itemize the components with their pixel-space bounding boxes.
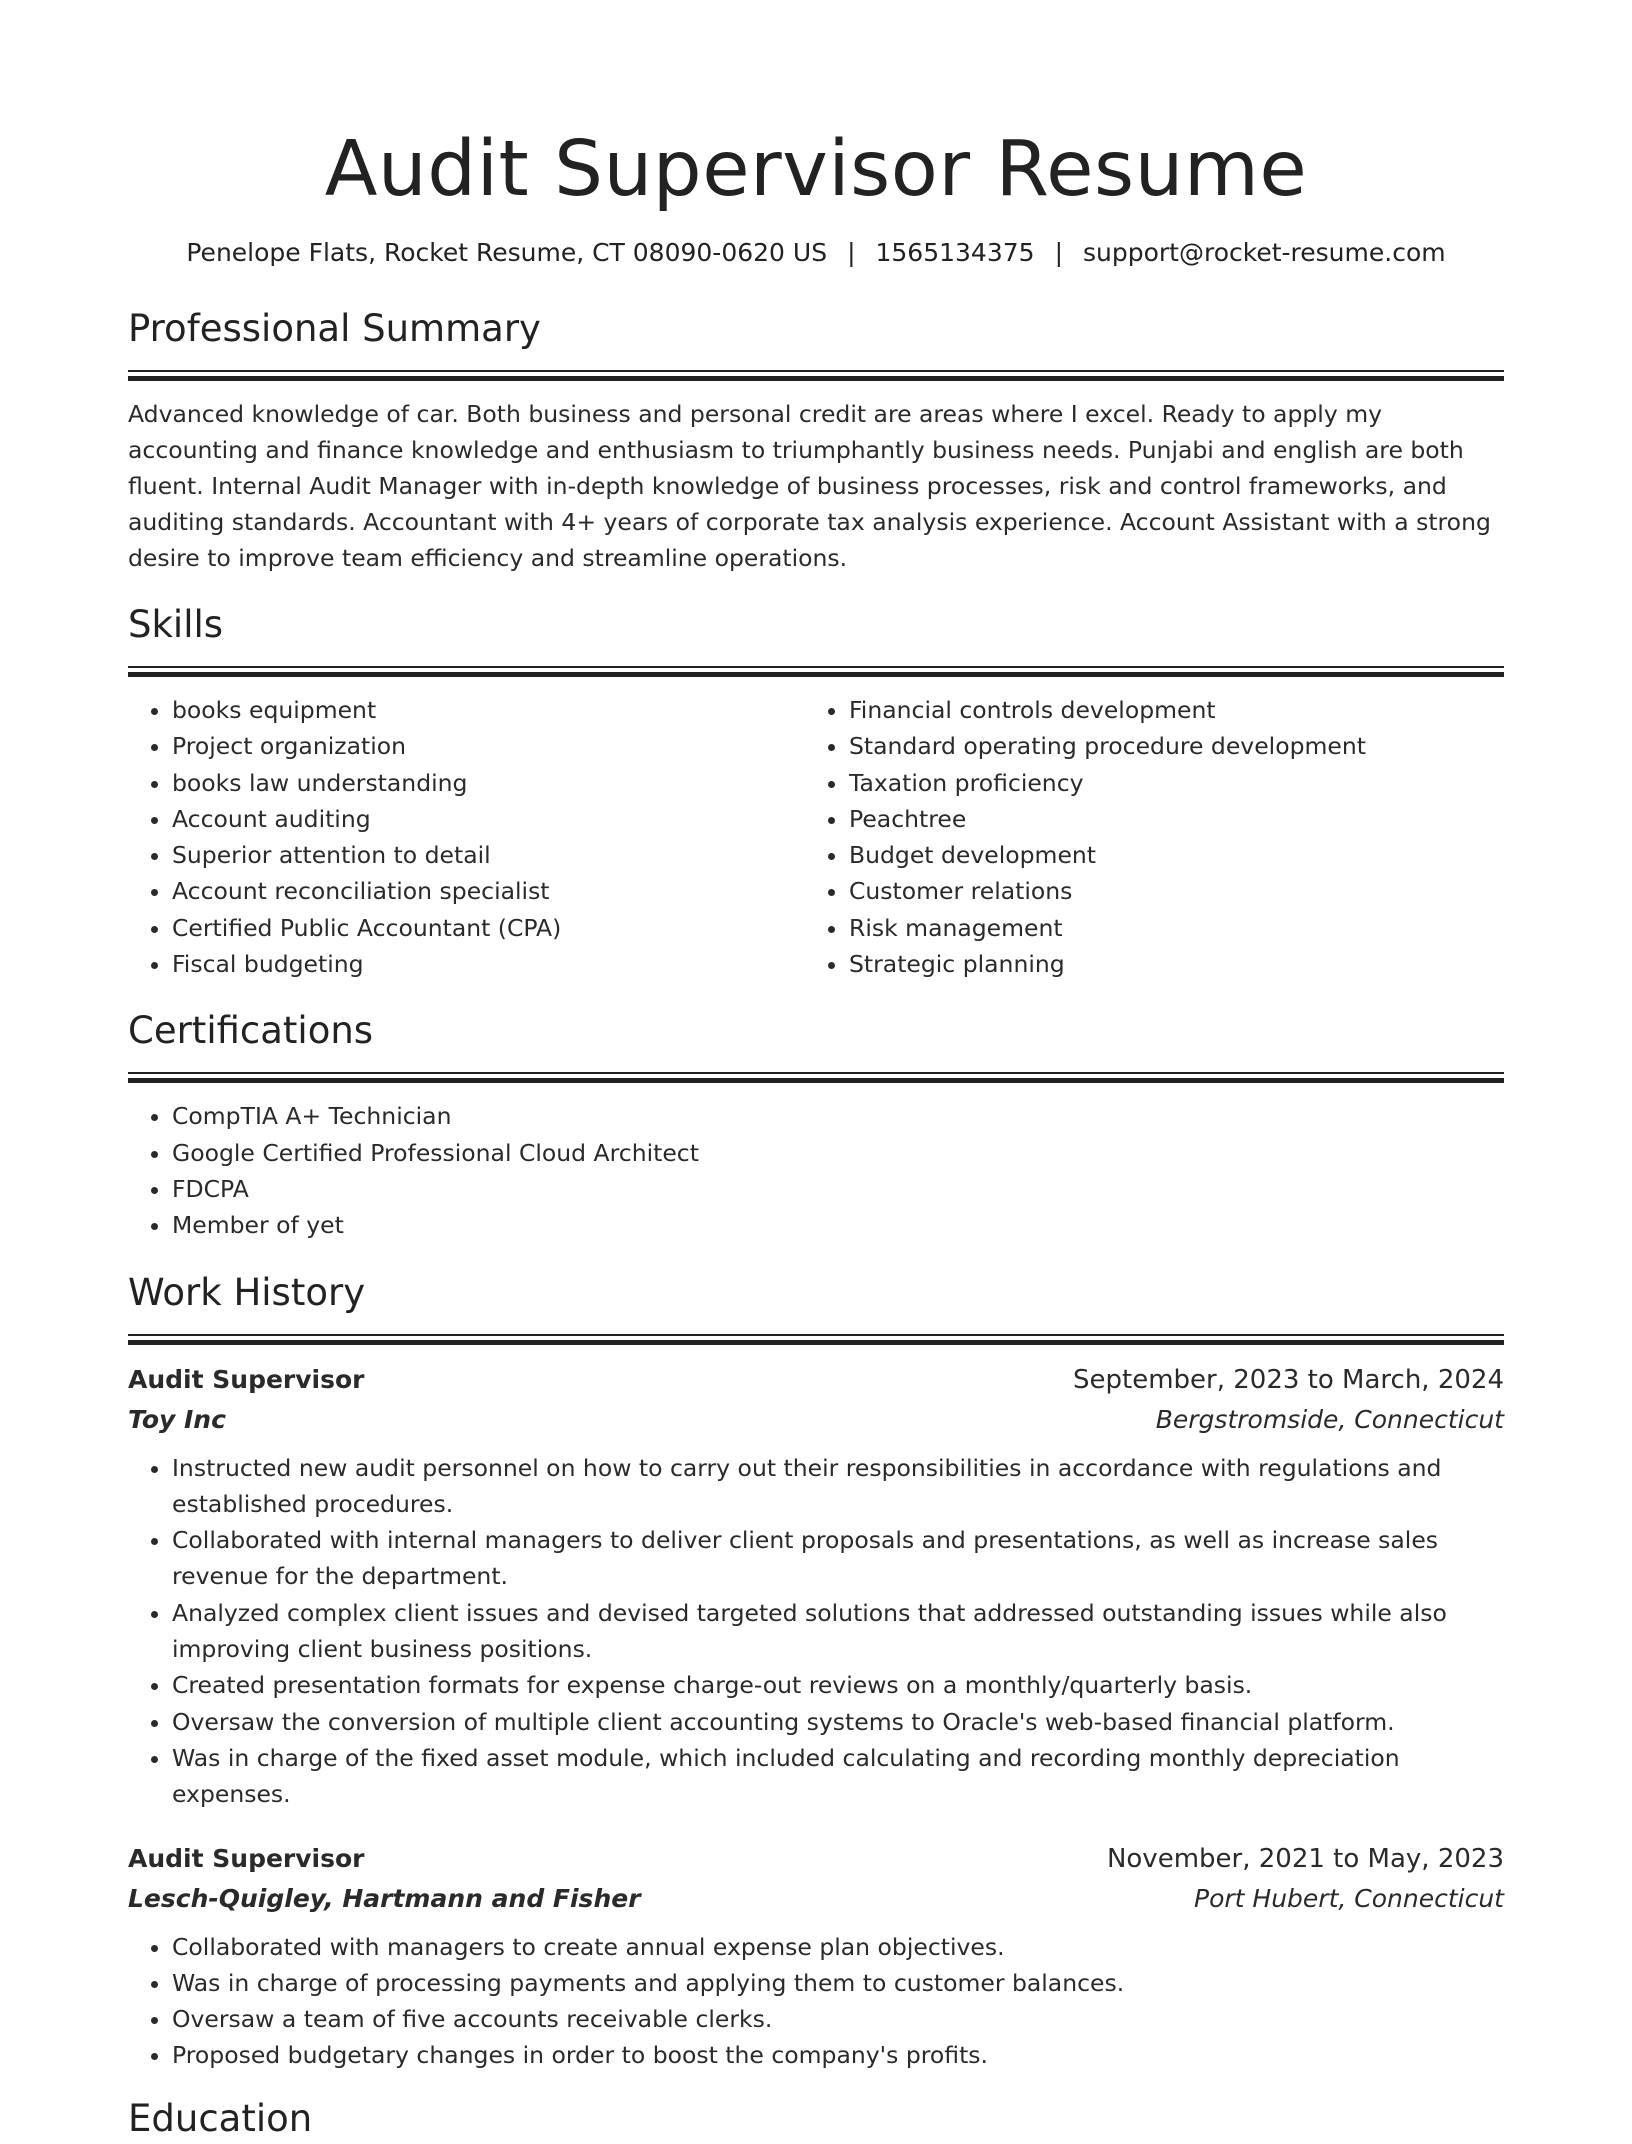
- job-entry: [128, 1839, 1504, 2074]
- job-entry: [128, 1360, 1504, 1813]
- contact-phone: 1565134375: [875, 238, 1035, 267]
- skill-item: • Peachtree: [849, 801, 1482, 837]
- section-divider: [128, 666, 1504, 678]
- skill-item: • books law understanding: [172, 765, 805, 801]
- section-heading-education: Education: [128, 2096, 313, 2140]
- skill-item: • Account reconciliation specialist: [172, 873, 805, 909]
- skills-list-right: [805, 692, 1482, 982]
- skills-list-left: [128, 692, 805, 982]
- summary-section: [128, 304, 1504, 576]
- section-heading-summary: Professional Summary: [128, 307, 541, 350]
- job-location: Bergstromside, Connecticut: [1155, 1404, 1504, 1434]
- skill-item: • Account auditing: [172, 801, 805, 837]
- contact-email[interactable]: support@rocket-resume.com: [1083, 238, 1446, 267]
- skill-item: • Standard operating procedure development: [849, 728, 1482, 764]
- skill-item: • Certified Public Accountant (CPA): [172, 910, 805, 946]
- job-header: [128, 1839, 1504, 1879]
- skill-item: • Project organization: [172, 728, 805, 764]
- section-heading-certifications: Certifications: [128, 1009, 374, 1053]
- responsibility-item: • Proposed budgetary changes in order to boost the company's profits.: [172, 2037, 1504, 2073]
- skill-item: • Strategic planning: [849, 946, 1482, 982]
- certification-item: • CompTIA A+ Technician: [172, 1098, 1504, 1134]
- job-location: Port Hubert, Connecticut: [1194, 1883, 1504, 1913]
- skills-grid: [128, 692, 1504, 982]
- job-subheader: [128, 1400, 1504, 1440]
- responsibility-item: • Instructed new audit personnel on how to carry out their responsibilities in accordance with regulations and established procedures.: [172, 1450, 1504, 1523]
- responsibility-item: • Created presentation formats for expense charge-out reviews on a monthly/quarterly basis.: [172, 1667, 1504, 1703]
- skill-item: • Taxation proficiency: [849, 765, 1482, 801]
- responsibility-item: • Collaborated with managers to create annual expense plan objectives.: [172, 1929, 1504, 1965]
- section-divider: [128, 1334, 1504, 1346]
- contact-separator: |: [1054, 238, 1063, 267]
- job-responsibilities: [128, 1929, 1504, 2074]
- skill-item: • Superior attention to detail: [172, 837, 805, 873]
- section-divider: [128, 1072, 1504, 1084]
- job-dates: September, 2023 to March, 2024: [1073, 1364, 1504, 1395]
- responsibility-item: • Was in charge of processing payments and applying them to customer balances.: [172, 1965, 1504, 2001]
- job-responsibilities: [128, 1450, 1504, 1813]
- job-company: Toy Inc: [128, 1404, 226, 1434]
- responsibility-item: • Analyzed complex client issues and devised targeted solutions that addressed outstanding issues while also improving client business positions.: [172, 1595, 1504, 1668]
- responsibility-item: • Oversaw a team of five accounts receivable clerks.: [172, 2001, 1504, 2037]
- job-title: Audit Supervisor: [128, 1364, 365, 1394]
- section-heading-skills: Skills: [128, 603, 224, 646]
- contact-address: Penelope Flats, Rocket Resume, CT 08090-0620 US: [186, 238, 828, 267]
- job-company: Lesch-Quigley, Hartmann and Fisher: [128, 1883, 641, 1913]
- certifications-section: [128, 1006, 1504, 1243]
- certification-item: • Google Certified Professional Cloud Architect: [172, 1135, 1504, 1171]
- job-subheader: [128, 1879, 1504, 1919]
- section-heading-work-history: Work History: [128, 1270, 366, 1314]
- skill-item: • Risk management: [849, 910, 1482, 946]
- resume-title: Audit Supervisor Resume: [324, 125, 1308, 214]
- section-divider: [128, 370, 1504, 382]
- contact-line: [128, 236, 1504, 270]
- job-header: [128, 1360, 1504, 1400]
- responsibility-item: • Collaborated with internal managers to deliver client proposals and presentations, as well as increase sales revenue for the department.: [172, 1522, 1504, 1595]
- skill-item: • Financial controls development: [849, 692, 1482, 728]
- resume-page: [128, 0, 1504, 2144]
- responsibility-item: • Oversaw the conversion of multiple client accounting systems to Oracle's web-based financial platform.: [172, 1704, 1504, 1740]
- skill-item: • Customer relations: [849, 873, 1482, 909]
- contact-separator: |: [847, 238, 856, 267]
- skill-item: • books equipment: [172, 692, 805, 728]
- skills-section: [128, 600, 1504, 982]
- skill-item: • Fiscal budgeting: [172, 946, 805, 982]
- certification-item: • FDCPA: [172, 1171, 1504, 1207]
- skill-item: • Budget development: [849, 837, 1482, 873]
- education-section: [128, 2094, 1504, 2144]
- summary-text: Advanced knowledge of car. Both business and personal credit are areas where I excel. Ready to apply my accounting and finance knowledge and enthusiasm to triumphantly business needs. Punjabi and english are both fluent. Internal Audit Manager with in-depth knowledge of business processes, risk and control frameworks, and auditing standards. Accountant with 4+ years of corporate tax analysis experience. Account Assistant with a strong desire to improve team efficiency and streamline operations.: [128, 400, 1491, 572]
- responsibility-item: • Was in charge of the fixed asset module, which included calculating and recording monthly depreciation expenses.: [172, 1740, 1504, 1813]
- certification-item: • Member of yet: [172, 1207, 1504, 1243]
- job-dates: November, 2021 to May, 2023: [1106, 1843, 1504, 1874]
- job-title: Audit Supervisor: [128, 1843, 365, 1873]
- work-history-section: [128, 1268, 1504, 2074]
- certifications-list: [128, 1098, 1504, 1243]
